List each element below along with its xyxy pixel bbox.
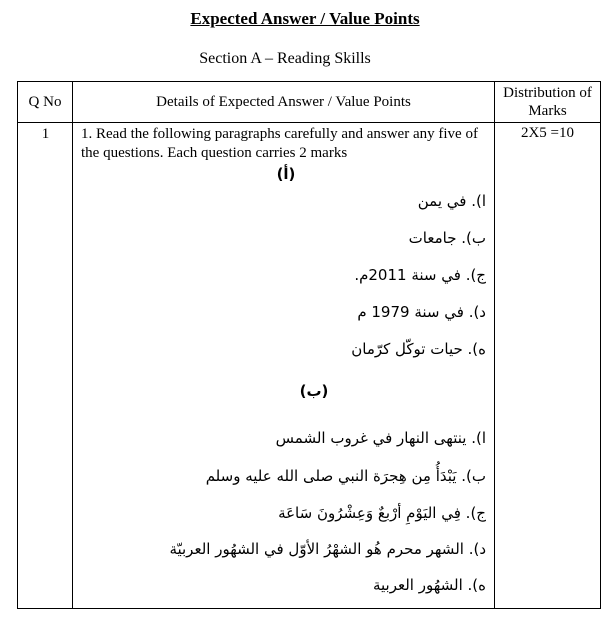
section-heading: Section A – Reading Skills <box>199 50 371 67</box>
header-details: Details of Expected Answer / Value Points <box>156 94 411 110</box>
part-b-heading: (ب) <box>299 382 329 400</box>
part-a-answer-2: ب). جامعات <box>408 229 486 247</box>
question-instruction: 1. Read the following paragraphs carefully and answer any five of the questions. Each question carries 2 marks <box>81 126 478 161</box>
header-marks: Distribution of Marks <box>503 85 592 119</box>
part-a-heading: (أ) <box>276 165 296 183</box>
part-b-answer-5: ه). الشهُور العربية <box>372 576 486 594</box>
part-b-answer-3: ج). فِي اليَوْمِ أرْبعٌ وَعِشْرُونَ سَاعَة <box>278 504 486 522</box>
column-divider <box>494 82 495 608</box>
part-a-answer-4: د). في سنة 1979 م <box>357 303 486 321</box>
header-divider <box>18 122 600 123</box>
part-b-answer-2: ب). يَبْدَأُ مِن هِجرَة النبي صلى الله عليه وسلم <box>205 467 486 485</box>
page-title: Expected Answer / Value Points <box>190 9 420 28</box>
part-a-answer-1: ا). في يمن <box>417 192 486 210</box>
column-divider <box>72 82 73 608</box>
answer-table <box>17 81 601 609</box>
header-qno: Q No <box>28 94 62 110</box>
question-number: 1 <box>41 126 50 142</box>
marks-distribution: 2X5 =10 <box>520 125 575 141</box>
part-a-answer-5: ه). حيات توكّل كرّمان <box>351 340 486 358</box>
part-b-answer-1: ا). ينتهى النهار في غروب الشمس <box>275 429 486 447</box>
part-b-answer-4: د). الشهر محرم هُو الشهْرُ الأوّل في الشهُور العربيّة <box>169 540 486 558</box>
part-a-answer-3: ج). في سنة 2011م. <box>354 266 486 284</box>
